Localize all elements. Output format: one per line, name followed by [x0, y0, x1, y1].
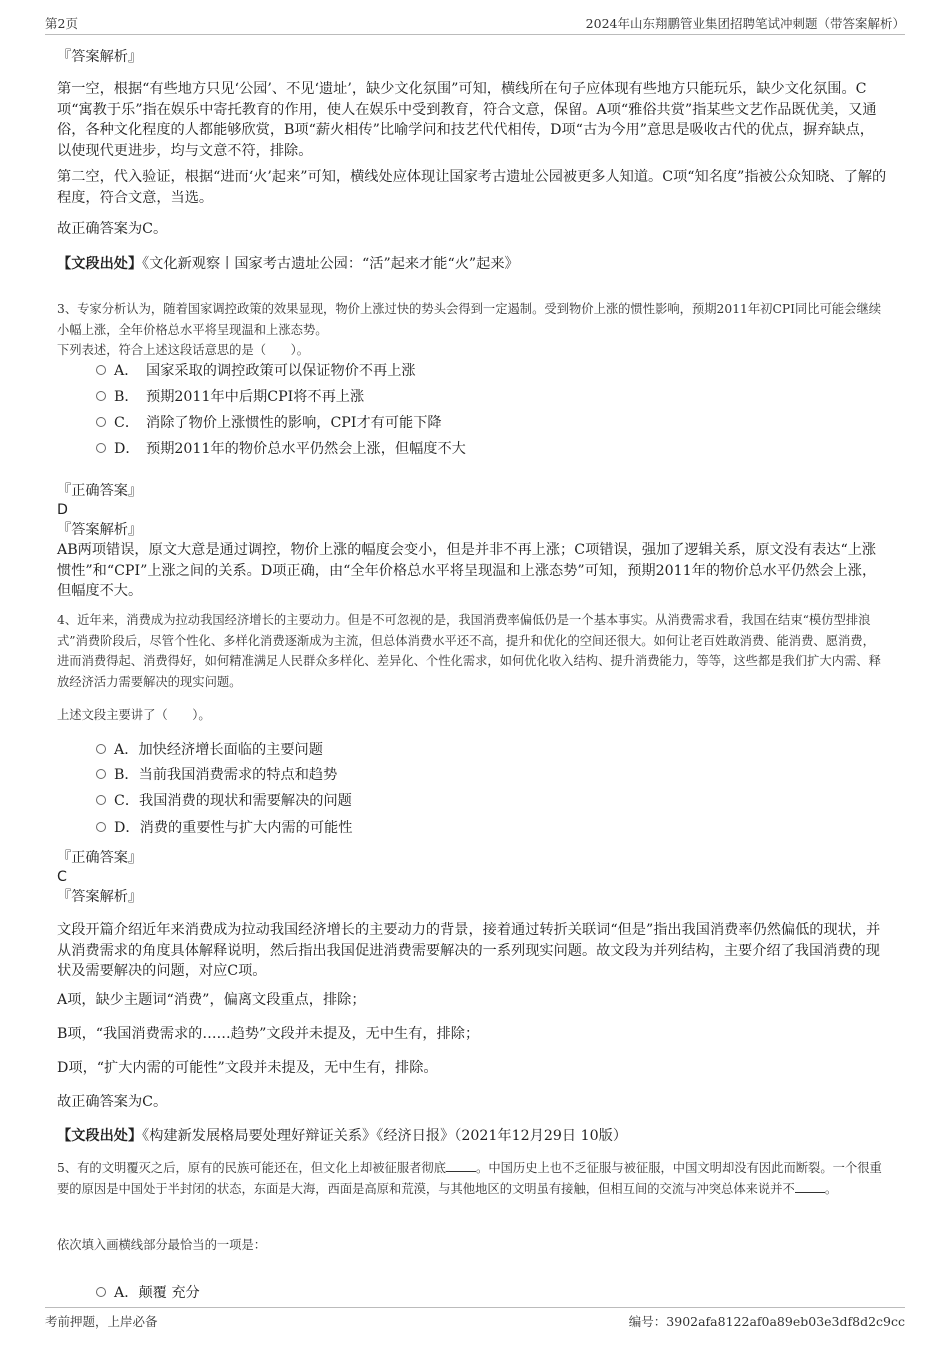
q3-answer-block — [57, 481, 887, 602]
option-text: 预期2011年的物价总水平仍然会上涨，但幅度不大 — [146, 441, 466, 457]
document-title: 2024年山东翔鹏管业集团招聘笔试冲刺题（带答案解析） — [585, 16, 905, 31]
q4-analysis-label: 『答案解析』 — [57, 889, 143, 905]
q5-stem-part-3: 。 — [824, 1181, 838, 1196]
q3-analysis-label: 『答案解析』 — [57, 522, 143, 538]
q4-option-b[interactable] — [96, 764, 337, 786]
q3-option-d[interactable] — [96, 438, 466, 460]
q3-option-a[interactable] — [96, 360, 416, 382]
q5-prompt: 依次填入画横线部分最恰当的一项是： — [57, 1238, 267, 1252]
option-text: 颠覆 充分 — [138, 1285, 200, 1301]
document-code: 编号：3902afa8122af0a89eb03e3df8d2c9cc — [628, 1314, 905, 1329]
q4-source-block — [57, 1126, 887, 1146]
q4-analysis-p2-block — [57, 990, 887, 1011]
option-letter: B． — [114, 767, 139, 783]
option-letter: B． — [114, 389, 139, 405]
radio-button-icon[interactable] — [96, 769, 106, 779]
q2-source — [57, 254, 887, 274]
q3-correct-answer: D — [57, 502, 68, 518]
q5-stem — [57, 1158, 887, 1199]
option-text: 预期2011年中后期CPI将不再上涨 — [146, 389, 365, 405]
option-text: 当前我国消费需求的特点和趋势 — [138, 767, 338, 783]
option-letter: C． — [114, 793, 140, 809]
radio-button-icon[interactable] — [96, 391, 106, 401]
option-letter: A． — [114, 1285, 139, 1301]
radio-button-icon[interactable] — [96, 443, 106, 453]
page-header — [45, 10, 905, 32]
radio-button-icon[interactable] — [96, 822, 106, 832]
q5-stem-part-2: 。中国历史上也不乏征服与被征服，中国文明却没有因此而断裂。一个很重要的原因是中国处于半封闭的状态，东面是大海，西面是高原和荒漠，与其他地区的文明虽有接触，但相互间的交流与冲突总体来说并不 — [57, 1161, 882, 1196]
radio-button-icon[interactable] — [96, 795, 106, 805]
q2-analysis-paragraph-2: 第二空，代入验证，根据“进而‘火’起来”可知，横线处应体现让国家考古遗址公园被更多人知道。C项“知名度”指被公众知晓、了解的程度，符合文意，当选。 — [57, 169, 887, 206]
q4-analysis-p1-block — [57, 920, 887, 982]
option-letter: D． — [114, 820, 140, 836]
q4-analysis-p4-block — [57, 1058, 887, 1079]
footer-slogan: 考前押题，上岸必备 — [45, 1314, 158, 1329]
q4-source — [57, 1126, 887, 1146]
q3-prompt: 下列表述，符合上述这段话意思的是（ ）。 — [57, 343, 310, 357]
q4-option-d[interactable] — [96, 817, 352, 839]
footer-divider — [45, 1307, 905, 1308]
option-text: 加快经济增长面临的主要问题 — [138, 742, 323, 758]
q2-source-label: 【文段出处】 — [57, 256, 143, 272]
q3-analysis: AB两项错误，原文大意是通过调控，物价上涨的幅度会变小，但是并非不再上涨；C项错误，强加了逻辑关系，原文没有表达“上涨惯性”和“CPI”上涨之间的关系。D项正确，由“全年价格总水平将呈现温和上涨态势”可知，预期2011年的物价总水平仍然会上涨，但幅度不大。 — [57, 542, 877, 599]
q5-blank-2 — [795, 1180, 825, 1193]
radio-button-icon[interactable] — [96, 1287, 106, 1297]
q4-source-text: 《构建新发展格局要处理好辩证关系》《经济日报》（2021年12月29日 10版） — [142, 1128, 628, 1144]
q5-prompt-block — [57, 1235, 887, 1256]
q4-analysis-paragraph-2: A项，缺少主题词“消费”，偏离文段重点，排除； — [57, 992, 366, 1008]
q4-option-c[interactable] — [96, 790, 352, 812]
q3-correct-label: 『正确答案』 — [57, 483, 143, 499]
q4-answer-block — [57, 848, 887, 907]
q4-analysis-paragraph-1: 文段开篇介绍近年来消费成为拉动我国经济增长的主要动力的背景，接着通过转折关联词“但是”指出我国消费率仍然偏低的现状，并从消费需求的角度具体解释说明，然后指出我国促进消费需要解决的一系列现实问题。故文段为并列结构，主要介绍了我国消费的现状及需要解决的问题，对应C项。 — [57, 922, 881, 979]
option-text: 消费的重要性与扩大内需的可能性 — [139, 820, 353, 836]
q3-option-b[interactable] — [96, 386, 364, 408]
q2-source-block — [57, 254, 887, 274]
option-letter: C． — [114, 415, 140, 431]
q2-analysis-paragraph-3: 故正确答案为C。 — [57, 221, 168, 237]
q4-prompt-block — [57, 705, 887, 726]
q3-stem: 3、专家分析认为，随着国家调控政策的效果显现，物价上涨过快的势头会得到一定遏制。受到物价上涨的惯性影响，预期2011年初CPI同比可能会继续小幅上涨，全年价格总水平将呈现温和上涨态势。 — [57, 302, 882, 337]
option-text: 消除了物价上涨惯性的影响，CPI才有可能下降 — [146, 415, 442, 431]
q5-option-a[interactable] — [96, 1282, 200, 1304]
q4-analysis-p5-block — [57, 1092, 887, 1113]
q3-option-c[interactable] — [96, 412, 442, 434]
q2-source-text: 《文化新观察丨国家考古遗址公园：“活”起来才能“火”起来》 — [142, 256, 519, 272]
page-number: 第2页 — [45, 16, 78, 31]
q5-stem-block — [57, 1158, 887, 1199]
q2-analysis-paragraph-1: 第一空，根据“有些地方只见‘公园’、不见‘遗址’，缺少文化氛围”可知，横线所在句子应体现有些地方只能玩乐，缺少文化氛围。C项“寓教于乐”指在娱乐中寄托教育的作用，使人在娱乐中受到教育，符合文意，保留。A项“雅俗共赏”指某些文艺作品既优美，又通俗，各种文化程度的人都能够欣赏，B项“薪火相传”比喻学问和技艺代代相传，D项“古为今用”意思是吸收古代的优点，摒弃缺点，以使现代更进步，均与文意不符，排除。 — [57, 81, 877, 159]
q4-analysis-paragraph-3: B项，“我国消费需求的……趋势”文段并未提及，无中生有，排除； — [57, 1026, 480, 1042]
q2-analysis-p1-block — [57, 79, 887, 161]
q2-analysis-p2-block — [57, 167, 887, 208]
q5-blank-1 — [446, 1159, 476, 1172]
q4-analysis-paragraph-4: D项，“扩大内需的可能性”文段并未提及，无中生有，排除。 — [57, 1060, 438, 1076]
option-letter: A． — [114, 742, 139, 758]
option-letter: A． — [114, 363, 139, 379]
q4-option-a[interactable] — [96, 739, 323, 761]
q4-source-label: 【文段出处】 — [57, 1128, 143, 1144]
option-text: 我国消费的现状和需要解决的问题 — [139, 793, 352, 809]
q4-correct-label: 『正确答案』 — [57, 850, 143, 866]
q4-analysis-paragraph-5: 故正确答案为C。 — [57, 1094, 168, 1110]
option-letter: D． — [114, 441, 140, 457]
q2-analysis-p3-block — [57, 219, 887, 240]
q2-analysis-label-block — [57, 47, 887, 67]
q4-stem: 4、近年来，消费成为拉动我国经济增长的主要动力。但是不可忽视的是，我国消费率偏低仍是一个基本事实。从消费需求看，我国在结束“模仿型排浪式”消费阶段后，尽管个性化、多样化消费逐渐成为主流，但总体消费水平还不高，提升和优化的空间还很大。如何让老百姓敢消费、能消费、愿消费，进而消费得起、消费得好，如何精准满足人民群众多样化、差异化、个性化需求，如何优化收入结构、提升消费能力，等等，这些都是我们扩大内需、释放经济活力需要解决的现实问题。 — [57, 613, 881, 689]
q5-stem-part-1: 5、有的文明覆灭之后，原有的民族可能还在，但文化上却被征服者彻底 — [57, 1161, 447, 1175]
q2-analysis-label: 『答案解析』 — [57, 49, 143, 65]
option-text: 国家采取的调控政策可以保证物价不再上涨 — [146, 363, 416, 379]
header-divider — [45, 34, 905, 35]
q3-stem-block — [57, 299, 887, 361]
q4-analysis-p3-block — [57, 1024, 887, 1045]
radio-button-icon[interactable] — [96, 365, 106, 375]
q4-prompt: 上述文段主要讲了（ ）。 — [57, 708, 211, 722]
q4-correct-answer: C — [57, 869, 67, 885]
radio-button-icon[interactable] — [96, 744, 106, 754]
radio-button-icon[interactable] — [96, 417, 106, 427]
page-footer — [45, 1312, 905, 1330]
q4-stem-block — [57, 610, 887, 692]
